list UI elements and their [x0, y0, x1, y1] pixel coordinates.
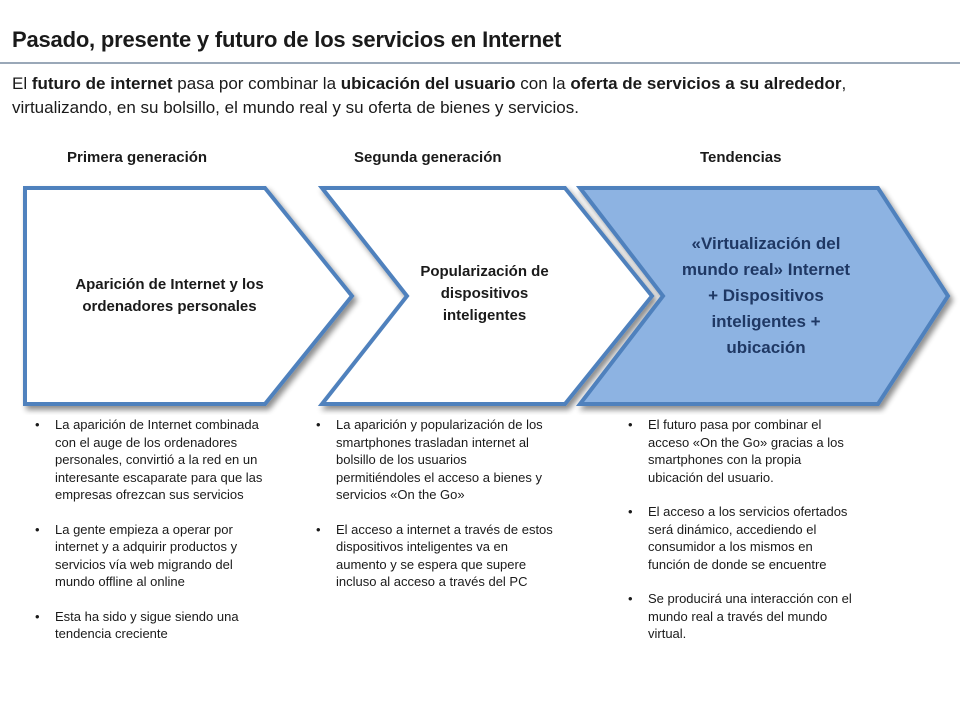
- list-item: • El futuro pasa por combinar el acceso «On the Go» gracias a los smartphones con la propia ubicación del usuario.: [626, 416, 858, 486]
- list-item: • El acceso a los servicios ofertados será dinámico, accediendo el consumidor a los mismos en función de donde se encuentre: [626, 503, 858, 573]
- chevron-trends-label: «Virtualización del mundo real» Internet + Dispositivos inteligentes + ubicación: [681, 234, 851, 357]
- chevron-second-label: Popularización de dispositivos inteligentes: [420, 263, 549, 324]
- list-item: • Se producirá una interacción con el mundo real a través del mundo virtual.: [626, 590, 858, 643]
- title-divider: [0, 62, 960, 64]
- bullet-list-second: [314, 416, 554, 608]
- intro-emphasis: futuro de internet: [31, 74, 173, 93]
- intro-text: , virtualizando, en su bolsillo, el mundo real y su oferta de bienes y servicios.: [12, 74, 847, 117]
- page-title: Pasado, presente y futuro de los servicios en Internet: [12, 27, 562, 52]
- intro-paragraph: [12, 72, 947, 120]
- list-item: • El acceso a internet a través de estos dispositivos inteligentes va en aumento y se espera que supere incluso al acceso a través del PC: [314, 521, 554, 591]
- bullet-list-first: [33, 416, 265, 660]
- bullet-list-trends: [626, 416, 858, 660]
- column-heading-first: Primera generación: [67, 149, 208, 166]
- list-item: • Esta ha sido y sigue siendo una tendencia creciente: [33, 608, 265, 643]
- column-heading-second: Segunda generación: [354, 149, 502, 166]
- list-item: • La gente empieza a operar por internet y a adquirir productos y servicios vía web migrando del mundo offline al online: [33, 521, 265, 591]
- intro-emphasis: ubicación del usuario: [340, 74, 516, 93]
- intro-text: pasa por combinar la: [172, 74, 341, 93]
- intro-text: El: [12, 74, 32, 93]
- chevron-first-label: Aparición de Internet y los ordenadores personales: [75, 276, 264, 315]
- list-item: • La aparición y popularización de los smartphones trasladan internet al bolsillo de los usuarios permitiéndoles el acceso a bienes y servicios «On the Go»: [314, 416, 554, 504]
- intro-text: con la: [515, 74, 571, 93]
- intro-emphasis: oferta de servicios a su alrededor: [570, 74, 842, 93]
- column-heading-trends: Tendencias: [700, 149, 782, 166]
- list-item: • La aparición de Internet combinada con el auge de los ordenadores personales, convirtió a la red en un interesante escaparate para que las empresas ofrezcan sus servicios: [33, 416, 265, 504]
